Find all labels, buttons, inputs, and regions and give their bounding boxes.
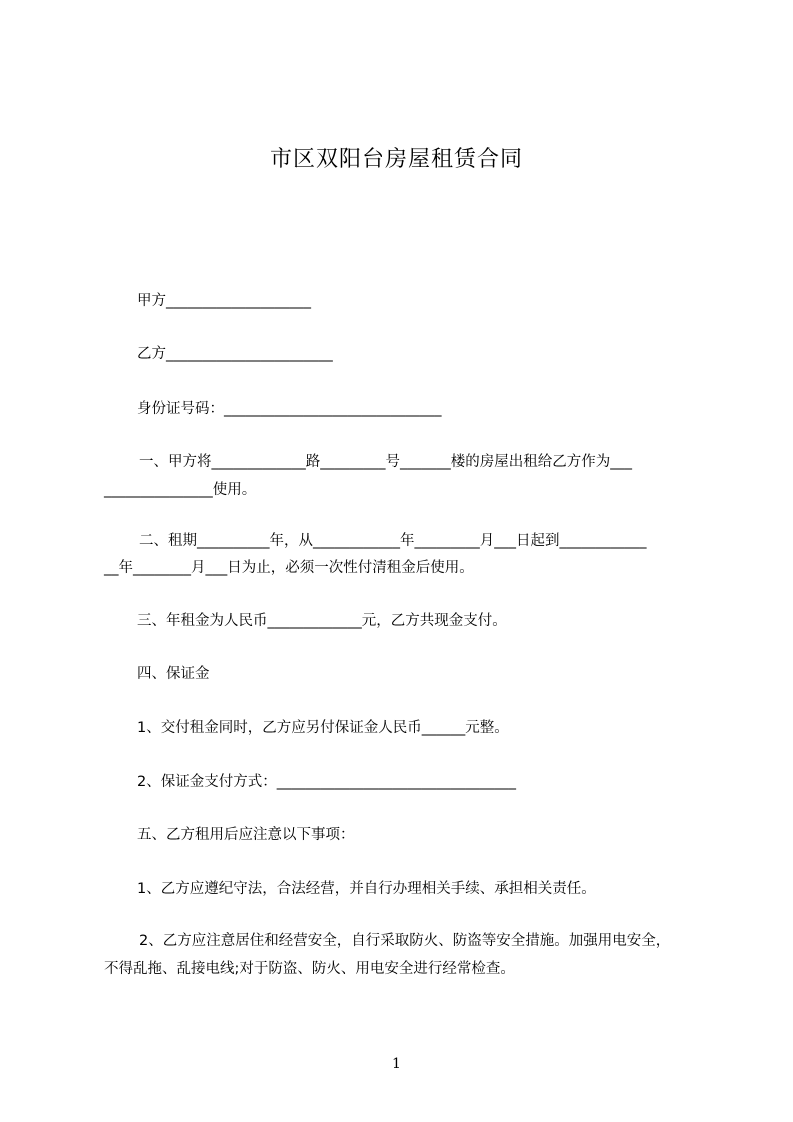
clause-5-item-2-line-2: 不得乱拖、乱接电线;对于防盗、防火、用电安全进行经常检查。 xyxy=(104,961,515,977)
id-number-line: 身份证号码：______________________________ xyxy=(137,401,442,417)
document-title: 市区双阳台房屋租赁合同 xyxy=(269,147,523,172)
clause-4-item-1: 1、交付租金同时，乙方应另付保证金人民币______元整。 xyxy=(137,720,509,736)
clause-2-line-1: 二、租期__________年，从____________年_________月___日起到____________ xyxy=(139,533,647,549)
party-b-line: 乙方_______________________ xyxy=(137,346,333,362)
clause-4-item-2: 2、保证金支付方式：_________________________________ xyxy=(137,774,516,790)
page-number: 1 xyxy=(392,1056,401,1072)
clause-4-heading: 四、保证金 xyxy=(137,666,210,682)
clause-5-item-1: 1、乙方应遵纪守法，合法经营，并自行办理相关手续、承担相关责任。 xyxy=(137,881,596,897)
clause-3-line: 三、年租金为人民币_____________元，乙方共现金支付。 xyxy=(137,613,507,629)
clause-2-line-2: __年________月___日为止，必须一次性付清租金后使用。 xyxy=(104,560,474,576)
clause-1-line-1: 一、甲方将_____________路_________号_______楼的房屋出租给乙方作为___ xyxy=(139,454,632,470)
clause-5-heading: 五、乙方租用后应注意以下事项： xyxy=(137,827,355,843)
clause-1-line-2: _______________使用。 xyxy=(104,482,257,498)
clause-5-item-2-line-1: 2、乙方应注意居住和经营安全，自行采取防火、防盗等安全措施。加强用电安全， xyxy=(139,933,671,949)
party-a-line: 甲方____________________ xyxy=(137,293,311,309)
